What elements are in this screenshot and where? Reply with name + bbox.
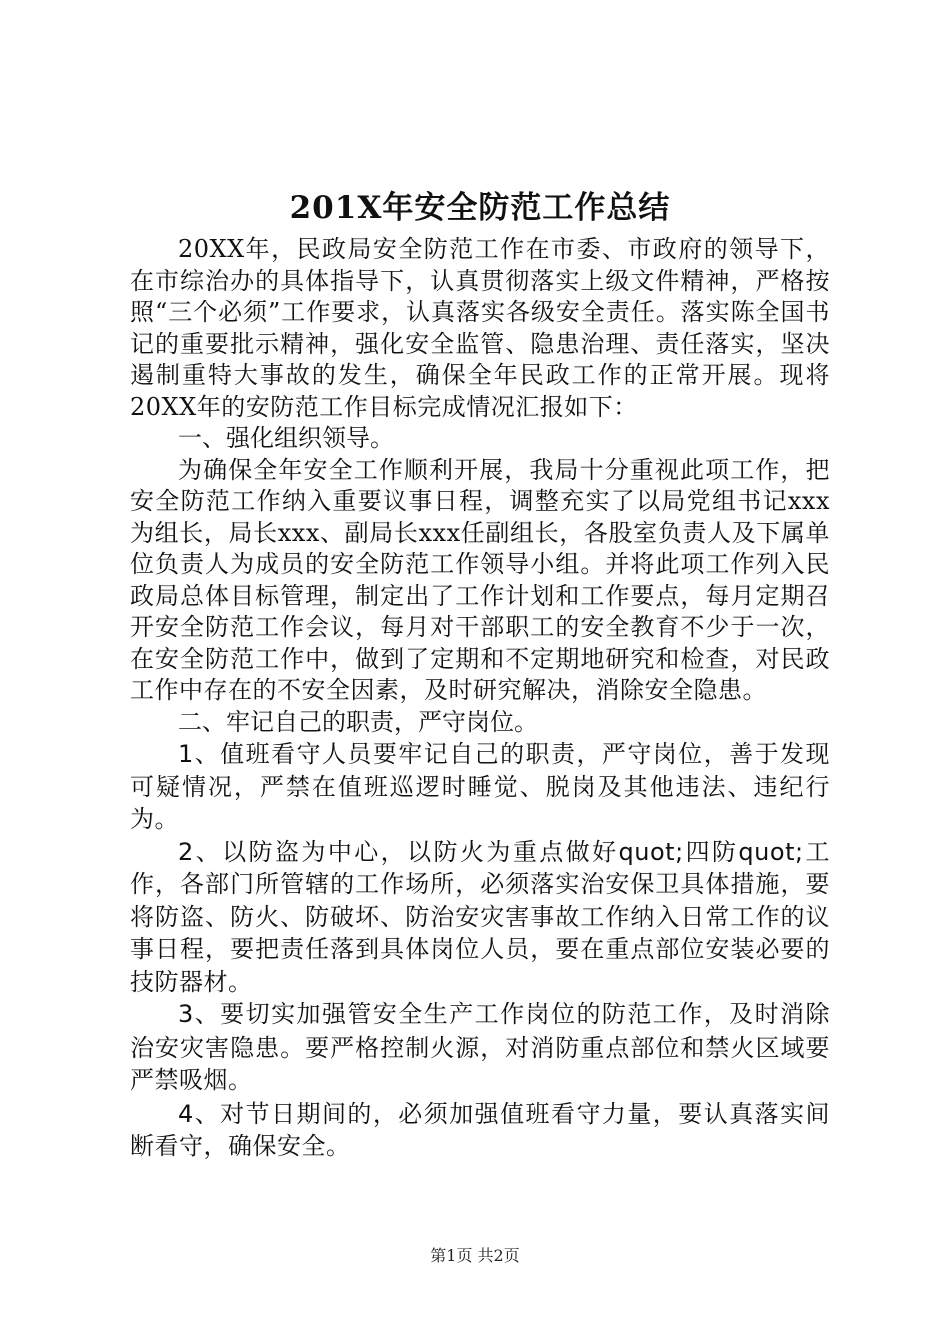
document-title: 201X年安全防范工作总结 bbox=[289, 190, 671, 226]
intro-paragraph: 20XX年，民政局安全防范工作在市委、市政府的领导下，在市综治办的具体指导下，认真贯彻落实上级文件精神，严格按照“三个必须”工作要求，认真落实各级安全责任。落实陈全国书记的重要批示精神，强化安全监管、隐患治理、责任落实，坚决遏制重特大事故的发生，确保全年民政工作的正常开展。现将20XX年的安防范工作目标完成情况汇报如下： bbox=[130, 235, 830, 421]
item-2-paragraph: 2、以防盗为中心，以防火为重点做好quot;四防quot;工作，各部门所管辖的工作场所，必须落实治安保卫具体措施，要将防盗、防火、防破坏、防治安灾害事故工作纳入日常工作的议事日程，要把责任落到具体岗位人员，要在重点部位安装必要的技防器材。 bbox=[130, 837, 830, 996]
document-page bbox=[130, 184, 830, 1163]
item-3-text-part-1: 3、要切实加强管安全生产工作岗位的防范工作，及时消除治安灾害隐患。 bbox=[130, 1000, 830, 1062]
item-3-paragraph bbox=[130, 998, 830, 1098]
item-1-paragraph: 1、值班看守人员要牢记自己的职责，严守岗位，善于发现可疑情况，严禁在值班巡逻时睡觉、脱岗及其他违法、违纪行为。 bbox=[130, 740, 830, 833]
section-1-paragraph: 为确保全年安全工作顺利开展，我局十分重视此项工作，把安全防范工作纳入重要议事日程，调整充实了以局党组书记xxx为组长，局长xxx、副局长xxx任副组长，各股室负责人及下属单位负责人为成员的安全防范工作领导小组。并将此项工作列入民政局总体目标管理，制定出了工作计划和工作要点，每月定期召开安全防范工作会议，每月对干部职工的安全教育不少于一次，在安全防范工作中，做到了定期和不定期地研究和检查，对民政工作中存在的不安全因素，及时研究解决，消除安全隐患。 bbox=[130, 455, 830, 704]
item-4-paragraph: 4、对节日期间的，必须加强值班看守力量，要认真落实间断看守，确保安全。 bbox=[130, 1099, 830, 1160]
section-1-heading: 一、强化组织领导。 bbox=[178, 424, 394, 452]
page-number-footer: 第1页 共2页 bbox=[430, 1246, 520, 1265]
section-2-heading: 二、牢记自己的职责，严守岗位。 bbox=[178, 707, 538, 736]
item-3-text-part-2: 要严格控制火源，对消防重点部位和禁火区域要严禁吸烟。 bbox=[130, 1033, 831, 1094]
